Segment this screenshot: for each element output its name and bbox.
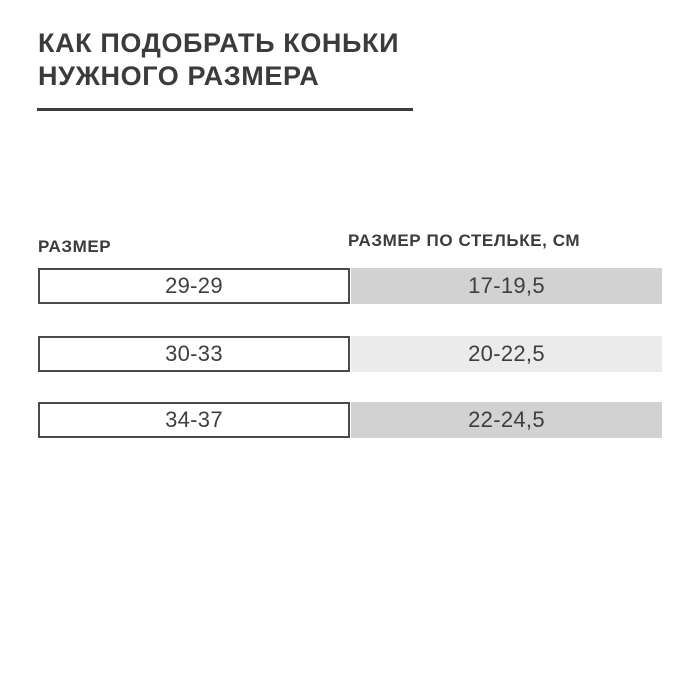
size-cell: 30-33: [38, 336, 350, 372]
title-underline: [37, 108, 413, 111]
column-header-insole: РАЗМЕР ПО СТЕЛЬКЕ, СМ: [348, 231, 581, 250]
insole-cell: 22-24,5: [351, 402, 662, 438]
page-title: [38, 27, 399, 93]
size-cell: 34-37: [38, 402, 350, 438]
column-header-size: РАЗМЕР: [38, 237, 112, 256]
page-title-line-1: КАК ПОДОБРАТЬ КОНЬКИ: [38, 28, 400, 58]
page-title-line-2: НУЖНОГО РАЗМЕРА: [38, 61, 320, 91]
size-cell: 29-29: [38, 268, 350, 304]
insole-cell: 20-22,5: [351, 336, 662, 372]
insole-cell: 17-19,5: [351, 268, 662, 304]
